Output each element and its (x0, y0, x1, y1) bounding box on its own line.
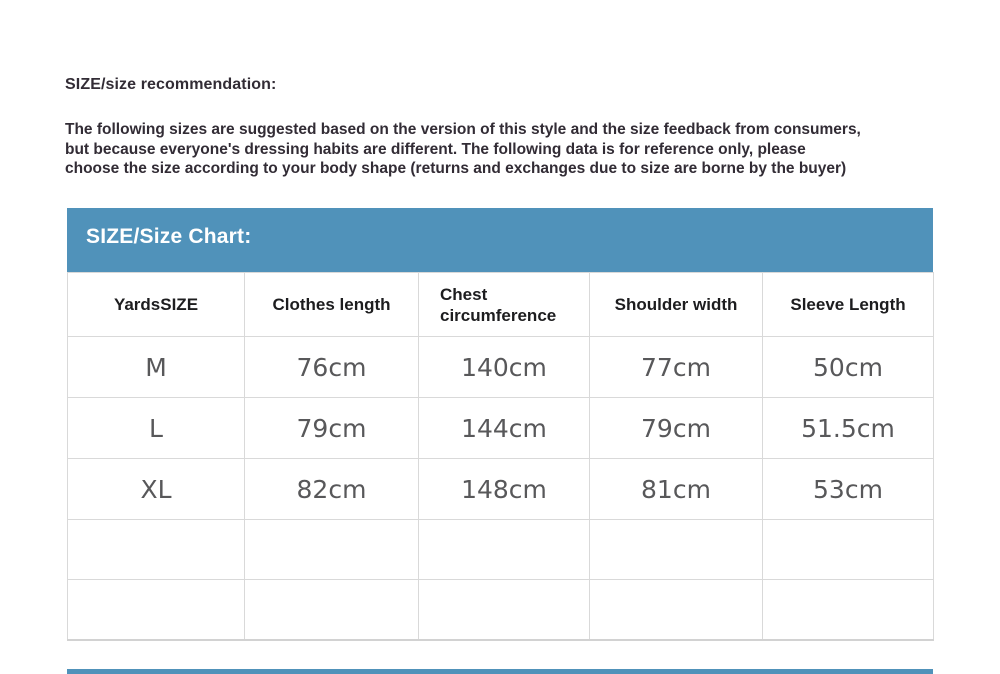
intro-paragraph-line: but because everyone's dressing habits are different. The following data is for reference only, please (65, 140, 806, 158)
table-row-l (68, 398, 934, 459)
cell-empty (419, 580, 590, 640)
intro-paragraph-line: choose the size according to your body shape (returns and exchanges due to size are borne by the buyer) (65, 160, 847, 177)
column-header-size: YardsSIZE (68, 273, 245, 337)
cell-shoulder-width: 81cm (590, 459, 763, 520)
cell-empty (245, 520, 419, 580)
cell-clothes-length: 82cm (245, 459, 419, 520)
intro-paragraph-line: The following sizes are suggested based on the version of this style and the size feedback from consumers, (65, 121, 861, 138)
cell-empty (763, 580, 934, 640)
cell-empty (419, 520, 590, 580)
cell-shoulder-width: 77cm (590, 337, 763, 398)
cell-chest-circumference: 148cm (419, 459, 590, 520)
table-header-row (68, 273, 934, 337)
cell-empty (68, 520, 245, 580)
cell-empty (763, 520, 934, 580)
cell-empty (245, 580, 419, 640)
cell-sleeve-length: 53cm (763, 459, 934, 520)
cell-clothes-length: 79cm (245, 398, 419, 459)
next-section-header-edge (67, 669, 933, 674)
size-chart-table (67, 272, 934, 641)
page-title: SIZE/size recommendation: (65, 76, 277, 93)
column-header-sleeve-length: Sleeve Length (763, 273, 934, 337)
cell-empty (590, 580, 763, 640)
cell-size: M (68, 337, 245, 398)
cell-empty (590, 520, 763, 580)
cell-chest-circumference: 144cm (419, 398, 590, 459)
table-row-m (68, 337, 934, 398)
cell-clothes-length: 76cm (245, 337, 419, 398)
column-header-clothes-length: Clothes length (245, 273, 419, 337)
table-row-empty (68, 520, 934, 580)
cell-chest-circumference: 140cm (419, 337, 590, 398)
column-header-shoulder-width: Shoulder width (590, 273, 763, 337)
table-row-xl (68, 459, 934, 520)
cell-size: XL (68, 459, 245, 520)
intro-paragraph (65, 120, 965, 179)
column-header-chest-circumference: Chest circumference (419, 273, 590, 337)
size-chart-header-bar (67, 208, 933, 272)
cell-size: L (68, 398, 245, 459)
cell-sleeve-length: 50cm (763, 337, 934, 398)
size-chart-title: SIZE/Size Chart: (86, 225, 252, 248)
cell-shoulder-width: 79cm (590, 398, 763, 459)
cell-empty (68, 580, 245, 640)
cell-sleeve-length: 51.5cm (763, 398, 934, 459)
table-row-empty (68, 580, 934, 640)
